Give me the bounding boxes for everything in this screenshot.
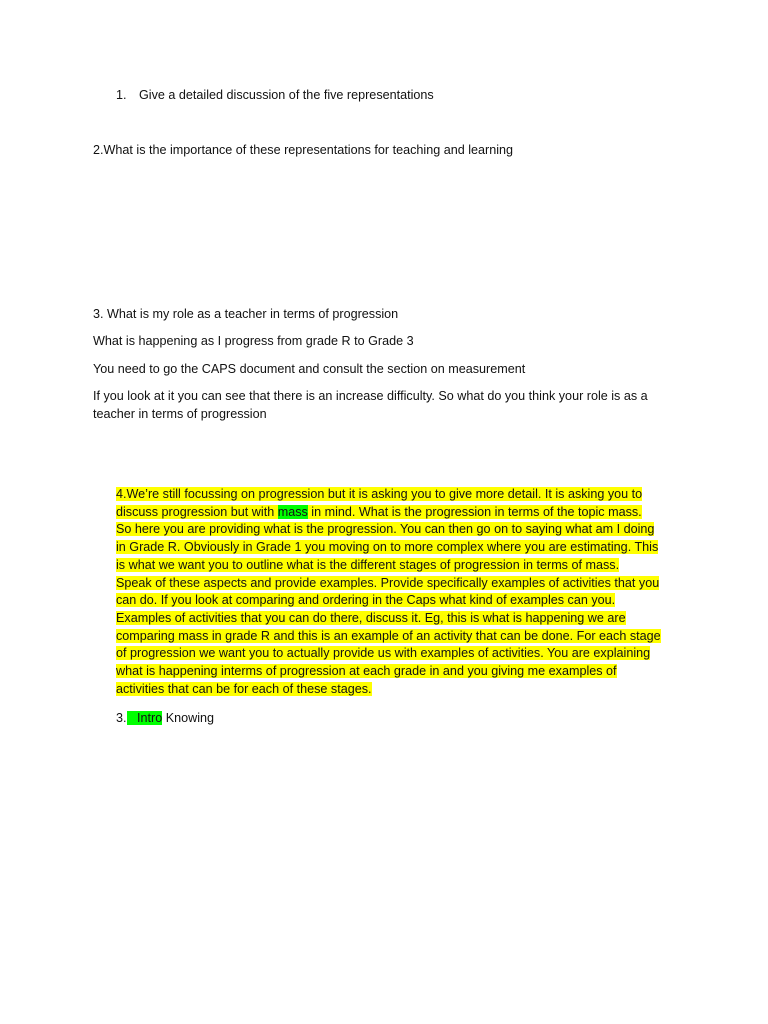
q4-line: of progression we want you to actually provide us with examples of activities. You are explaining: [116, 646, 651, 661]
q4-line: discuss progression but with: [116, 504, 278, 519]
q4-line: can do. If you look at comparing and ordering in the Caps what kind of examples can you.: [116, 593, 616, 608]
question-1-text: Give a detailed discussion of the five representations: [139, 88, 434, 102]
q4-line: in mind. What is the progression in terms of the topic mass.: [307, 504, 642, 519]
question-5: [116, 709, 214, 727]
intro-highlight: Intro: [126, 711, 163, 725]
q4-line: comparing mass in grade R and this is an example of an activity that can be done. For each stage: [116, 628, 661, 643]
question-1-number: 1.: [116, 88, 127, 102]
q4-line: is what we want you to outline what is the different stages of progression in terms of mass.: [116, 557, 620, 572]
question-3-line-3b: teacher in terms of progression: [93, 407, 267, 421]
question-3-heading: 3. What is my role as a teacher in terms of progression: [93, 307, 399, 321]
question-5-number: 3.: [116, 711, 127, 725]
q4-line: activities that can be for each of these stages.: [116, 681, 372, 696]
question-3-line-3a: If you look at it you can see that there is an increase difficulty. So what do you think your role is as a: [93, 389, 648, 403]
question-2: 2.What is the importance of these representations for teaching and learning: [93, 143, 514, 157]
mass-highlight: mass: [277, 504, 308, 519]
question-4-highlighted-paragraph: [116, 486, 676, 698]
question-3-line-1: What is happening as I progress from grade R to Grade 3: [93, 334, 414, 348]
q4-line: in Grade R. Obviously in Grade 1 you moving on to more complex where you are estimating. This: [116, 540, 659, 555]
question-3-line-2: You need to go the CAPS document and consult the section on measurement: [93, 362, 526, 376]
q4-line: what is happening interms of progression at each grade in and you giving me examples of: [116, 664, 617, 679]
q4-line: Examples of activities that you can do there, discuss it. Eg, this is what is happening we are: [116, 610, 626, 625]
q4-line: Speak of these aspects and provide examples. Provide specifically examples of activities that you: [116, 575, 660, 590]
q4-line: 4.We’re still focussing on progression but it is asking you to give more detail. It is asking you to: [116, 487, 643, 501]
question-1: [116, 86, 434, 104]
q4-line: So here you are providing what is the progression. You can then go on to saying what am I doing: [116, 522, 655, 537]
question-5-text: Knowing: [162, 711, 215, 725]
